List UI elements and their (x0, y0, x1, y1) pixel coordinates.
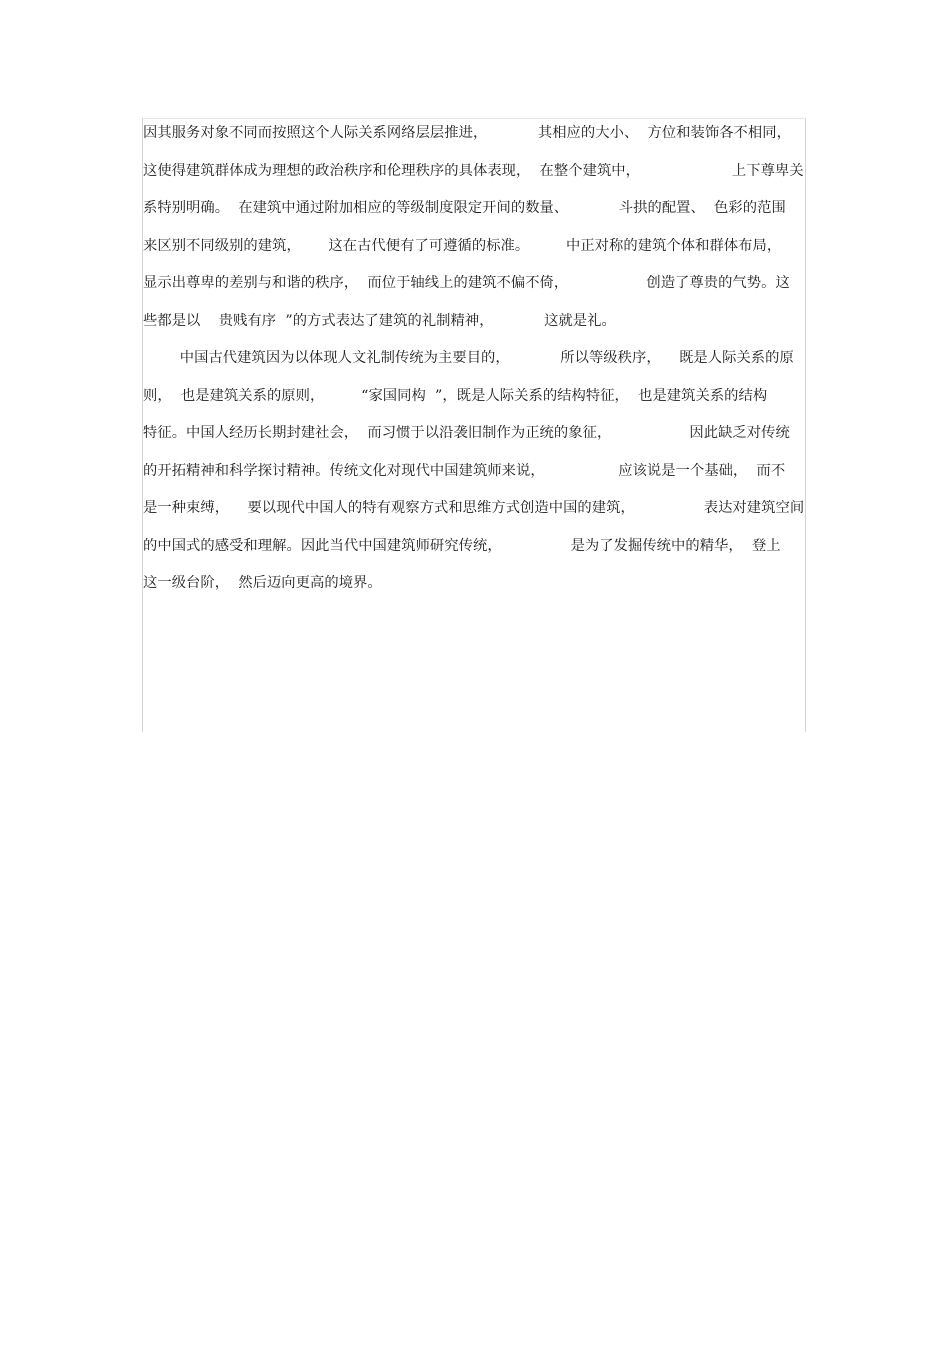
text-line: 则， 也是建筑关系的原则， “家国同构 ”，既是人际关系的结构特征， 也是建筑关系的结构 (143, 387, 768, 404)
text-line: 显示出尊卑的差别与和谐的秩序， 而位于轴线上的建筑不偏不倚， 创造了尊贵的气势。这 (143, 275, 790, 291)
text-line: 是一种束缚， 要以现代中国人的特有观察方式和思维方式创造中国的建筑， 表达对建筑空间 (143, 500, 805, 516)
text-line: 系特别明确。 在建筑中通过附加相应的等级制度限定开间的数量、 斗拱的配置、 色彩的范围 (143, 200, 786, 216)
body-text (143, 115, 803, 603)
text-line: 的中国式的感受和理解。因此当代中国建筑师研究传统， 是为了发掘传统中的精华， 登上 (143, 537, 781, 554)
text-line: 来区别不同级别的建筑， 这在古代便有了可遵循的标准。 中正对称的建筑个体和群体布局， (143, 237, 782, 254)
text-line: 因其服务对象不同而按照这个人际关系网络层层推进， 其相应的大小、 方位和装饰各不相同， (143, 125, 791, 141)
text-line: 这使得建筑群体成为理想的政治秩序和伦理秩序的具体表现， 在整个建筑中， 上下尊卑关 (143, 162, 804, 179)
text-line: 这一级台阶， 然后迈向更高的境界。 (143, 575, 382, 591)
text-line: 中国古代建筑因为以体现人文礼制传统为主要目的， 所以等级秩序， 既是人际关系的原 (143, 350, 794, 366)
text-line: 的开拓精神和科学探讨精神。传统文化对现代中国建筑师来说， 应该说是一个基础， 而不 (143, 462, 786, 479)
text-line: 些都是以 贵贱有序 ”的方式表达了建筑的礼制精神， 这就是礼。 (143, 312, 616, 329)
text-line: 特征。中国人经历长期封建社会， 而习惯于以沿袭旧制作为正统的象征， 因此缺乏对传统 (143, 425, 790, 441)
